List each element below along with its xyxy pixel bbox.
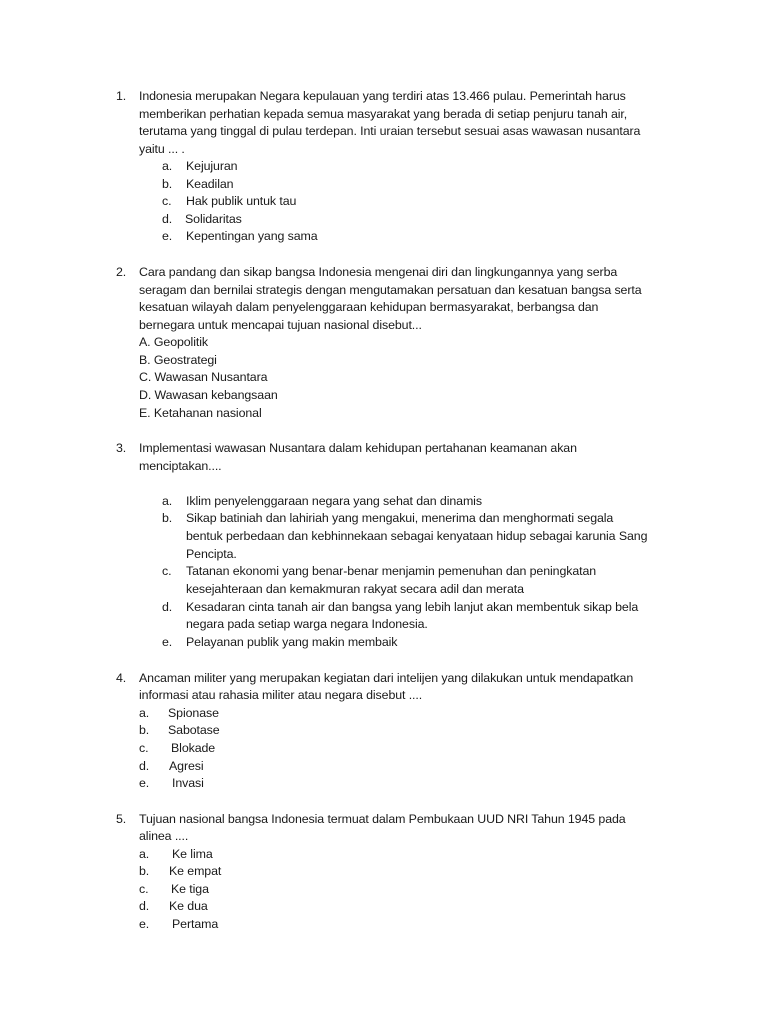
question-text-line: bernegara untuk mencapai tujuan nasional disebut... bbox=[139, 318, 422, 332]
option-text: Iklim penyelenggaraan negara yang sehat dan dinamis bbox=[186, 494, 482, 508]
option-label: b. bbox=[162, 511, 173, 525]
option-label: B. bbox=[139, 353, 151, 367]
option-text: Agresi bbox=[169, 759, 204, 773]
option-text: Pertama bbox=[172, 917, 219, 931]
option-text: Ketahanan nasional bbox=[153, 406, 262, 420]
option-label: a. bbox=[162, 159, 173, 173]
option-label: D. bbox=[139, 388, 152, 402]
option-label: e. bbox=[162, 635, 173, 649]
option-label: c. bbox=[162, 194, 172, 208]
option-label: b. bbox=[139, 864, 150, 878]
option-label: A. bbox=[139, 335, 151, 349]
option-line bbox=[139, 387, 278, 405]
question-text-line: yaitu ... . bbox=[139, 142, 185, 156]
question-text-line: Cara pandang dan sikap bangsa Indonesia mengenai diri dan lingkungannya yang serba bbox=[139, 265, 618, 279]
option-line bbox=[139, 352, 217, 370]
option-label: e. bbox=[162, 229, 173, 243]
option-text: Kesadaran cinta tanah air dan bangsa yang lebih lanjut akan membentuk sikap bela bbox=[186, 600, 639, 614]
option-text: kesejahteraan dan kemakmuran rakyat secara adil dan merata bbox=[186, 582, 524, 596]
option-text: Sabotase bbox=[168, 723, 220, 737]
option-label: d. bbox=[162, 212, 173, 226]
option-label: c. bbox=[162, 564, 172, 578]
option-label: c. bbox=[139, 882, 149, 896]
option-label: c. bbox=[139, 741, 149, 755]
option-label: a. bbox=[139, 847, 150, 861]
option-text: Wawasan Nusantara bbox=[154, 370, 268, 384]
question-text-line: Tujuan nasional bangsa Indonesia termuat dalam Pembukaan UUD NRI Tahun 1945 pada bbox=[139, 812, 626, 826]
question-number: 1. bbox=[116, 89, 127, 103]
option-label: C. bbox=[139, 370, 152, 384]
option-label: d. bbox=[139, 759, 150, 773]
question-number: 2. bbox=[116, 265, 127, 279]
option-label: a. bbox=[162, 494, 173, 508]
option-line bbox=[139, 369, 267, 387]
option-line bbox=[139, 334, 208, 352]
question-text-line: menciptakan.... bbox=[139, 459, 222, 473]
option-text: Ke lima bbox=[172, 847, 213, 861]
question-number: 4. bbox=[116, 671, 127, 685]
option-label: e. bbox=[139, 917, 150, 931]
option-label: a. bbox=[139, 706, 150, 720]
option-label: e. bbox=[139, 776, 150, 790]
option-text: Keadilan bbox=[186, 177, 234, 191]
question-text-line: Ancaman militer yang merupakan kegiatan dari intelijen yang dilakukan untuk mendapatkan bbox=[139, 671, 634, 685]
option-label: d. bbox=[162, 600, 173, 614]
question-number: 5. bbox=[116, 812, 127, 826]
option-text: Spionase bbox=[168, 706, 219, 720]
option-label: d. bbox=[139, 899, 150, 913]
option-text: Invasi bbox=[172, 776, 204, 790]
option-text: Geostrategi bbox=[153, 353, 217, 367]
question-text-line: kesatuan wilayah dalam penyelenggaraan kehidupan bermasyarakat, berbangsa dan bbox=[139, 300, 599, 314]
option-text: Kejujuran bbox=[186, 159, 238, 173]
option-text: Solidaritas bbox=[185, 212, 242, 226]
option-text: Ke tiga bbox=[171, 882, 209, 896]
option-text: Pencipta. bbox=[186, 547, 237, 561]
option-label: b. bbox=[162, 177, 173, 191]
question-text-line: alinea .... bbox=[139, 829, 189, 843]
option-label: E. bbox=[139, 406, 151, 420]
option-line bbox=[139, 405, 262, 423]
option-text: Geopolitik bbox=[153, 335, 208, 349]
question-text-line: terutama yang tinggal di pulau terdepan. Inti uraian tersebut sesuai asas wawasan nusantara bbox=[139, 124, 641, 138]
question-text-line: Indonesia merupakan Negara kepulauan yang terdiri atas 13.466 pulau. Pemerintah harus bbox=[139, 89, 626, 103]
option-text: Blokade bbox=[171, 741, 216, 755]
option-text: bentuk perbedaan dan kebhinnekaan sebagai kenyataan hidup sebagai karunia Sang bbox=[186, 529, 648, 543]
option-text: Sikap batiniah dan lahiriah yang mengakui, menerima dan menghormati segala bbox=[186, 511, 614, 525]
option-text: negara pada setiap warga negara Indonesia. bbox=[186, 617, 428, 631]
question-text-line: Implementasi wawasan Nusantara dalam kehidupan pertahanan keamanan akan bbox=[139, 441, 577, 455]
option-text: Ke dua bbox=[169, 899, 208, 913]
option-text: Pelayanan publik yang makin membaik bbox=[186, 635, 398, 649]
question-number: 3. bbox=[116, 441, 127, 455]
option-text: Wawasan kebangsaan bbox=[154, 388, 278, 402]
option-text: Ke empat bbox=[169, 864, 222, 878]
option-label: b. bbox=[139, 723, 150, 737]
question-text-line: memberikan perhatian kepada semua masyarakat yang berada di setiap penjuru tanah air, bbox=[139, 107, 628, 121]
question-text-line: seragam dan bernilai strategis dengan mengutamakan persatuan dan kesatuan bangsa serta bbox=[139, 283, 642, 297]
option-text: Hak publik untuk tau bbox=[186, 194, 297, 208]
question-text-line: informasi atau rahasia militer atau negara disebut .... bbox=[139, 688, 423, 702]
option-text: Tatanan ekonomi yang benar-benar menjamin pemenuhan dan peningkatan bbox=[186, 564, 597, 578]
option-text: Kepentingan yang sama bbox=[186, 229, 318, 243]
